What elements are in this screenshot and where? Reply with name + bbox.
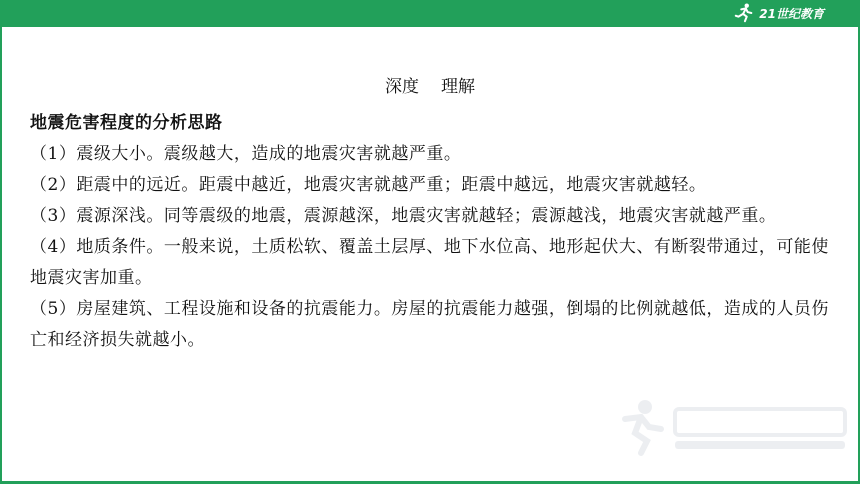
content-block [30, 108, 830, 356]
content-heading: 地震危害程度的分析思路 [30, 113, 223, 133]
section-title [0, 74, 860, 100]
logo-text: 21世纪教育 [759, 6, 824, 21]
runner-logo-watermark-icon [615, 395, 855, 457]
paragraph-2: （2）距震中的远近。距震中越近，地震灾害就越严重；距震中越远，地震灾害就越轻。 [30, 175, 707, 195]
paragraph-3: （3）震源深浅。同等震级的地震，震源越深，地震灾害就越轻；震源越浅，地震灾害就越严重。 [30, 206, 777, 226]
section-title-left: 深度 [385, 77, 419, 97]
brand-logo [733, 2, 824, 24]
paragraph-1: （1）震级大小。震级越大，造成的地震灾害就越严重。 [30, 144, 462, 164]
header-bar [0, 0, 860, 27]
runner-logo-icon [733, 2, 755, 24]
paragraph-4: （4）地质条件。一般来说，土质松软、覆盖土层厚、地下水位高、地形起伏大、有断裂带通过，可能使地震灾害加重。 [30, 237, 829, 288]
paragraph-5: （5）房屋建筑、工程设施和设备的抗震能力。房屋的抗震能力越强，倒塌的比例就越低，造成的人员伤亡和经济损失就越小。 [30, 299, 829, 350]
section-title-right: 理解 [441, 77, 475, 97]
